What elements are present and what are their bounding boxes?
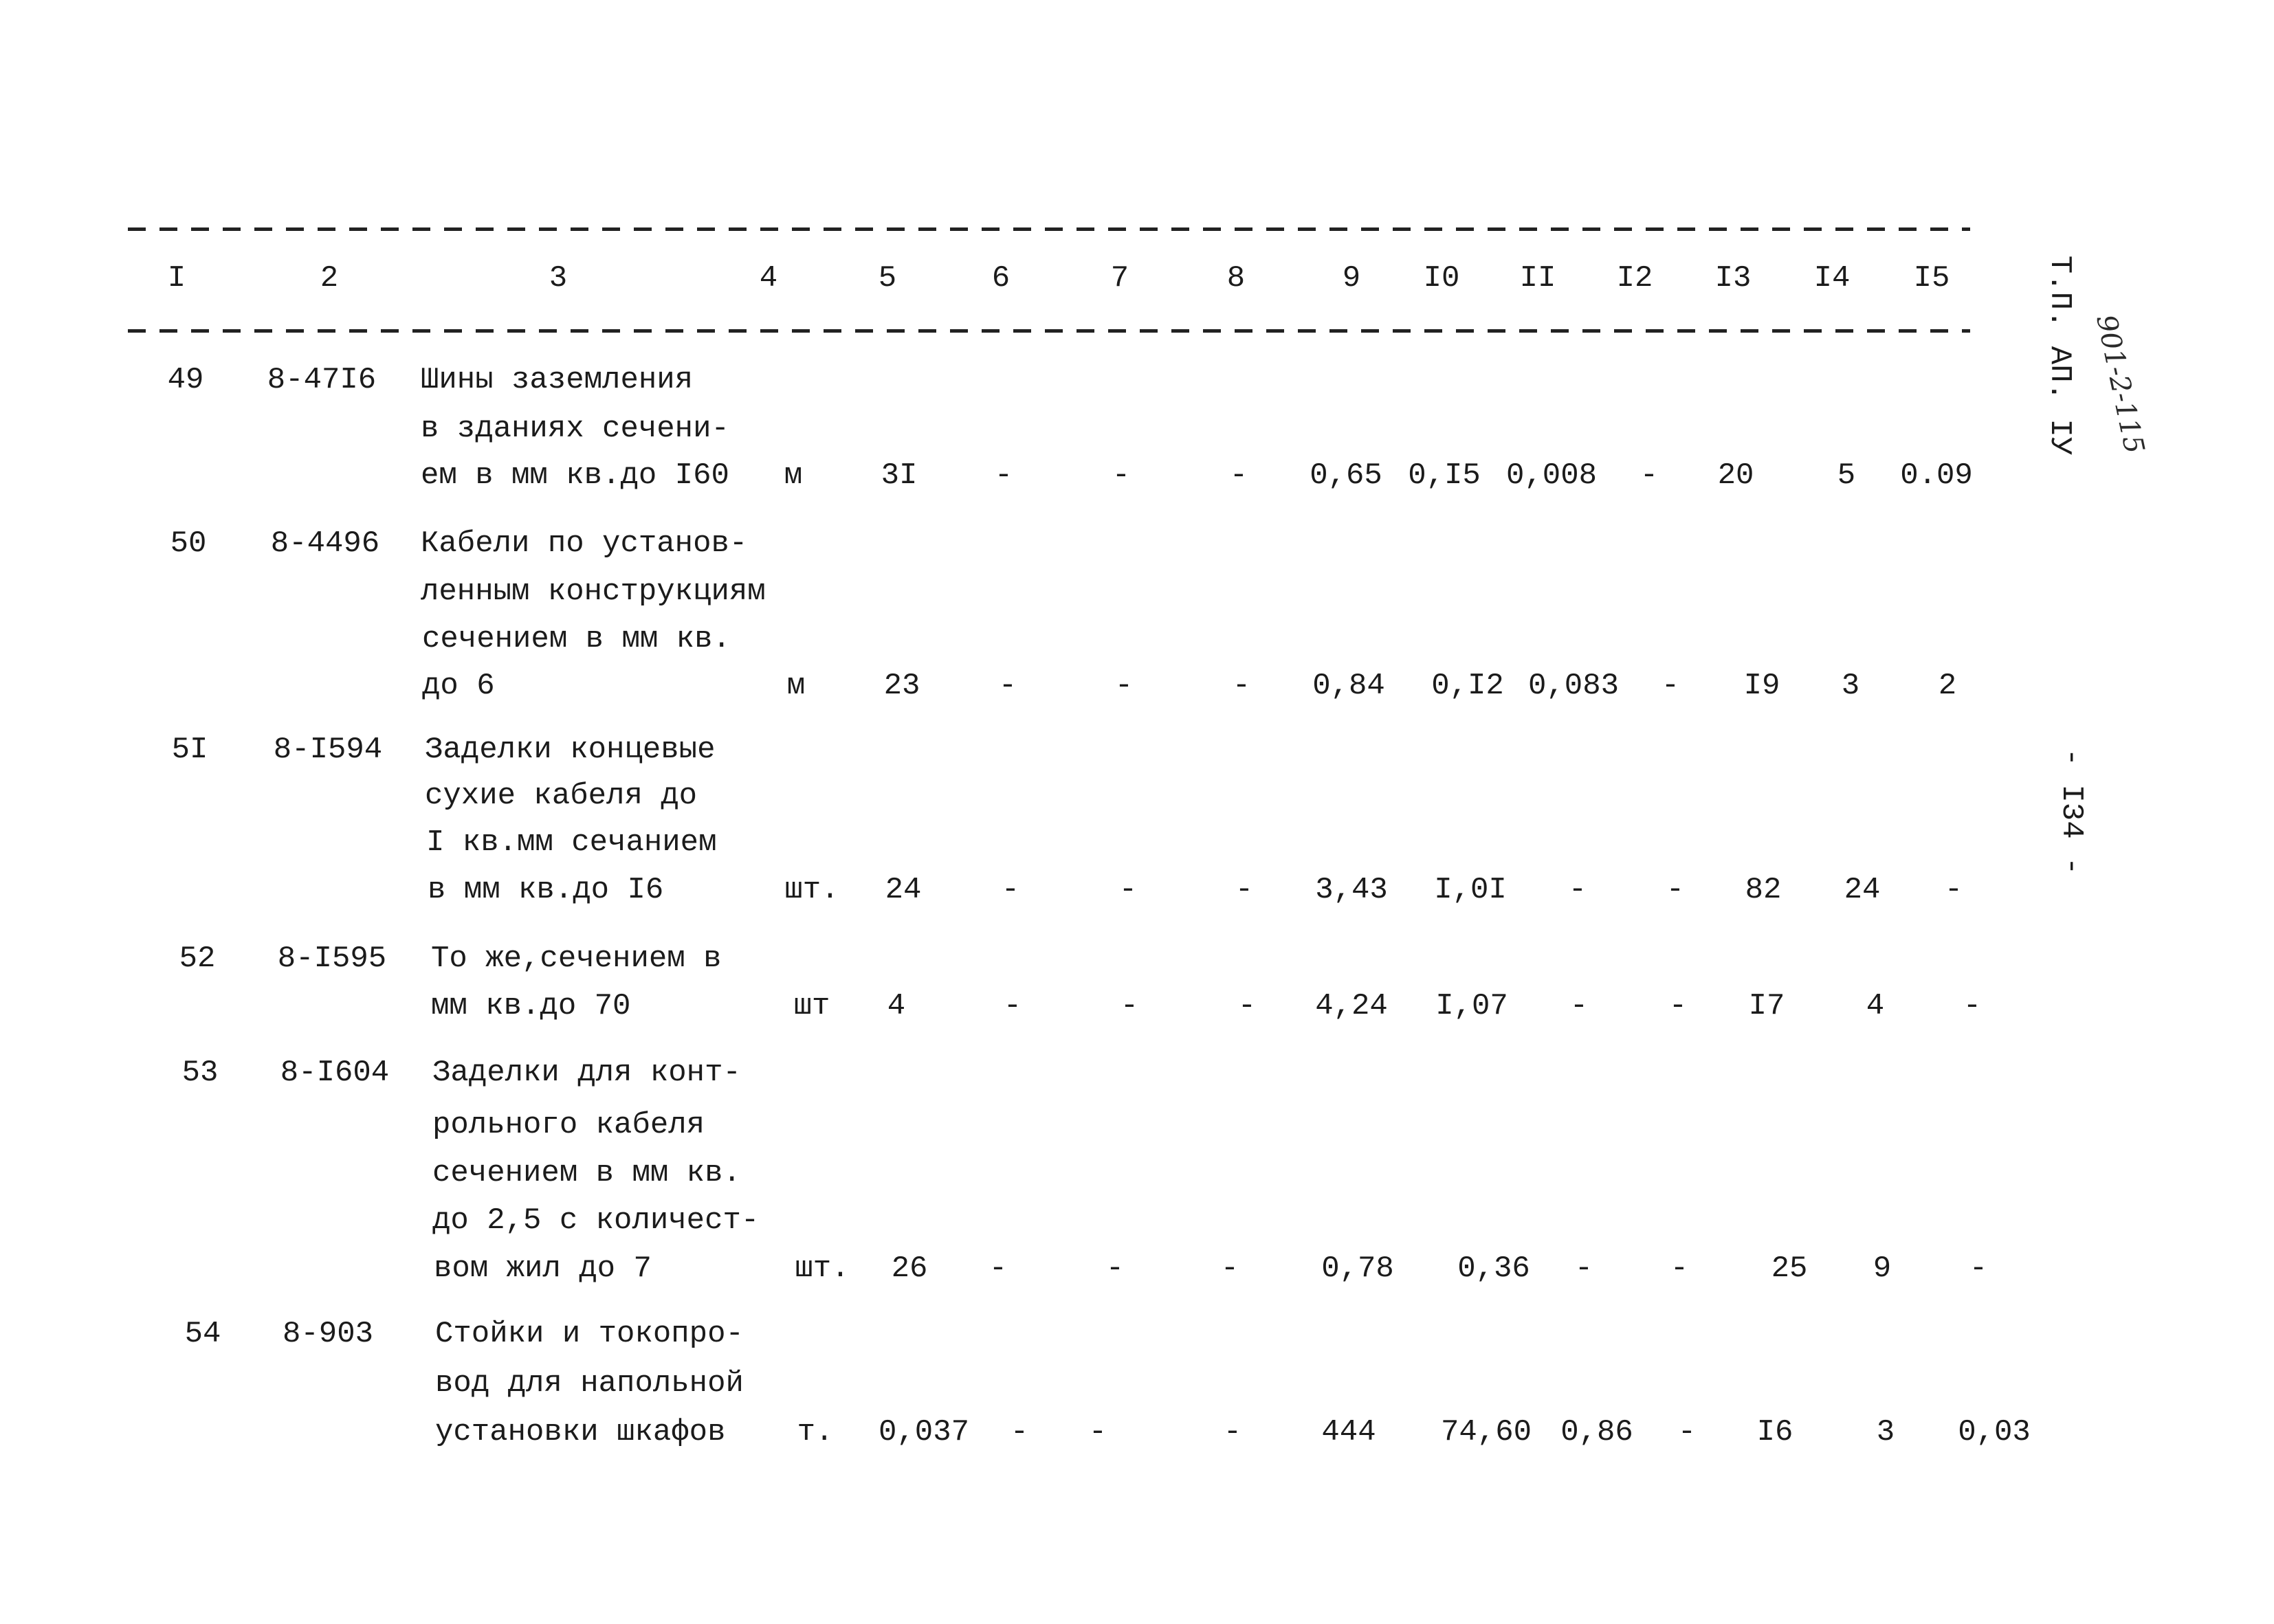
col-12-value: - xyxy=(1666,873,1685,907)
work-description-line: до 6 xyxy=(422,669,495,703)
header-bottom-rule xyxy=(128,329,1970,333)
work-description-line: I кв.мм сечанием xyxy=(426,825,717,860)
work-description-line: сечением в мм кв. xyxy=(422,622,731,656)
work-description-line: Шины заземления xyxy=(421,363,694,397)
work-description-line: Кабели по установ- xyxy=(421,526,748,561)
col-6-value: - xyxy=(989,1252,1008,1286)
work-description-line: вод для напольной xyxy=(435,1366,744,1401)
col-15-value: - xyxy=(1963,989,1982,1023)
col-13-value: 82 xyxy=(1745,873,1782,907)
column-header: I2 xyxy=(1616,261,1653,296)
column-header: I4 xyxy=(1813,261,1851,296)
column-header: 3 xyxy=(549,261,568,296)
col-15-value: - xyxy=(1944,873,1963,907)
col-8-value: - xyxy=(1237,989,1257,1023)
norm-code: 8-I594 xyxy=(273,733,383,767)
column-header: 6 xyxy=(991,261,1011,296)
col-11-value: 0,86 xyxy=(1560,1415,1633,1449)
col-5-value: 3I xyxy=(881,458,918,493)
col-10-value: I,0I xyxy=(1434,873,1507,907)
col-9-value: 4,24 xyxy=(1315,989,1388,1023)
col-8-value: - xyxy=(1235,873,1254,907)
work-description-line: рольного кабеля xyxy=(432,1108,705,1142)
col-9-value: 0,65 xyxy=(1310,458,1382,493)
col-8-value: - xyxy=(1220,1252,1239,1286)
unit: м xyxy=(786,669,806,703)
col-15-value: 0,03 xyxy=(1958,1415,2031,1449)
col-11-value: - xyxy=(1568,873,1587,907)
col-6-value: - xyxy=(998,669,1017,703)
work-description-line: Заделки концевые xyxy=(425,733,716,767)
unit: т. xyxy=(797,1415,834,1449)
col-5-value: 26 xyxy=(891,1252,928,1286)
norm-code: 8-I604 xyxy=(280,1056,390,1090)
work-description-line: до 2,5 с количест- xyxy=(432,1203,760,1238)
col-13-value: I7 xyxy=(1748,989,1785,1023)
unit: шт. xyxy=(795,1252,850,1286)
row-number: 54 xyxy=(184,1317,221,1351)
work-description-line: ем в мм кв.до I60 xyxy=(421,458,729,493)
col-7-value: - xyxy=(1118,873,1138,907)
col-10-value: 0,I2 xyxy=(1431,669,1504,703)
col-14-value: 3 xyxy=(1841,669,1860,703)
column-header: 8 xyxy=(1226,261,1246,296)
handwritten-project-number: 901-2-115 xyxy=(2090,311,2150,457)
col-9-value: 3,43 xyxy=(1315,873,1388,907)
work-description-line: Стойки и токопро- xyxy=(435,1317,744,1351)
col-11-value: 0,083 xyxy=(1527,669,1620,703)
col-14-value: 5 xyxy=(1837,458,1856,493)
unit: м xyxy=(784,458,803,493)
col-11-value: 0,008 xyxy=(1505,458,1598,493)
col-9-value: 444 xyxy=(1321,1415,1376,1449)
col-15-value: 2 xyxy=(1938,669,1957,703)
col-10-value: 0,36 xyxy=(1457,1252,1530,1286)
col-11-value: - xyxy=(1569,989,1589,1023)
work-description-line: мм кв.до 70 xyxy=(431,989,631,1023)
column-header: 7 xyxy=(1110,261,1129,296)
col-5-value: 0,037 xyxy=(878,1415,970,1449)
col-9-value: 0,84 xyxy=(1312,669,1385,703)
work-description-line: ленным конструкциям xyxy=(421,575,766,609)
unit: шт xyxy=(793,989,830,1023)
col-8-value: - xyxy=(1232,669,1251,703)
col-7-value: - xyxy=(1105,1252,1125,1286)
column-header: 4 xyxy=(759,261,778,296)
col-5-value: 24 xyxy=(885,873,922,907)
col-8-value: - xyxy=(1223,1415,1242,1449)
col-12-value: - xyxy=(1677,1415,1697,1449)
column-header: 9 xyxy=(1342,261,1361,296)
column-header: I3 xyxy=(1714,261,1752,296)
col-5-value: 4 xyxy=(887,989,906,1023)
col-12-value: - xyxy=(1640,458,1659,493)
col-6-value: - xyxy=(1010,1415,1029,1449)
norm-code: 8-903 xyxy=(282,1317,374,1351)
norm-code: 8-4496 xyxy=(270,526,380,561)
norm-code: 8-I595 xyxy=(277,942,387,976)
col-7-value: - xyxy=(1114,669,1134,703)
col-7-value: - xyxy=(1088,1415,1107,1449)
col-13-value: 20 xyxy=(1717,458,1754,493)
col-15-value: 0.09 xyxy=(1900,458,1973,493)
col-13-value: I9 xyxy=(1743,669,1780,703)
document-series-label: Т.П. АП. IУ xyxy=(2042,255,2077,456)
col-5-value: 23 xyxy=(883,669,920,703)
row-number: 50 xyxy=(170,526,207,561)
col-6-value: - xyxy=(1003,989,1022,1023)
col-6-value: - xyxy=(1001,873,1020,907)
col-6-value: - xyxy=(994,458,1013,493)
column-header: 2 xyxy=(320,261,339,296)
column-header: I0 xyxy=(1423,261,1460,296)
header-top-rule xyxy=(128,227,1970,231)
norm-code: 8-47I6 xyxy=(267,363,377,397)
row-number: 53 xyxy=(181,1056,219,1090)
col-14-value: 4 xyxy=(1866,989,1885,1023)
column-header: 5 xyxy=(878,261,897,296)
row-number: 5I xyxy=(171,733,208,767)
work-description-line: То же,сечением в xyxy=(431,942,722,976)
row-number: 49 xyxy=(167,363,204,397)
unit: шт. xyxy=(784,873,839,907)
work-description-line: Заделки для конт- xyxy=(432,1056,741,1090)
column-header: II xyxy=(1519,261,1556,296)
col-12-value: - xyxy=(1661,669,1680,703)
col-10-value: 74,60 xyxy=(1440,1415,1532,1449)
col-15-value: - xyxy=(1969,1252,1988,1286)
col-9-value: 0,78 xyxy=(1321,1252,1394,1286)
column-header: I xyxy=(167,261,186,296)
col-14-value: 24 xyxy=(1844,873,1881,907)
col-11-value: - xyxy=(1574,1252,1593,1286)
col-14-value: 9 xyxy=(1873,1252,1892,1286)
col-8-value: - xyxy=(1229,458,1248,493)
col-10-value: I,07 xyxy=(1435,989,1508,1023)
work-description-line: установки шкафов xyxy=(435,1415,726,1449)
column-header: I5 xyxy=(1913,261,1950,296)
col-7-value: - xyxy=(1120,989,1139,1023)
work-description-line: сухие кабеля до xyxy=(425,779,698,813)
work-description-line: сечением в мм кв. xyxy=(432,1156,741,1190)
col-14-value: 3 xyxy=(1876,1415,1895,1449)
work-description-line: вом жил до 7 xyxy=(434,1252,652,1286)
col-10-value: 0,I5 xyxy=(1408,458,1481,493)
col-12-value: - xyxy=(1668,989,1688,1023)
page-number: - I34 - xyxy=(2054,748,2088,876)
col-13-value: I6 xyxy=(1756,1415,1793,1449)
col-12-value: - xyxy=(1670,1252,1689,1286)
row-number: 52 xyxy=(179,942,216,976)
col-13-value: 25 xyxy=(1771,1252,1808,1286)
col-7-value: - xyxy=(1112,458,1131,493)
work-description-line: в зданиях сечени- xyxy=(421,412,729,446)
work-description-line: в мм кв.до I6 xyxy=(428,873,664,907)
